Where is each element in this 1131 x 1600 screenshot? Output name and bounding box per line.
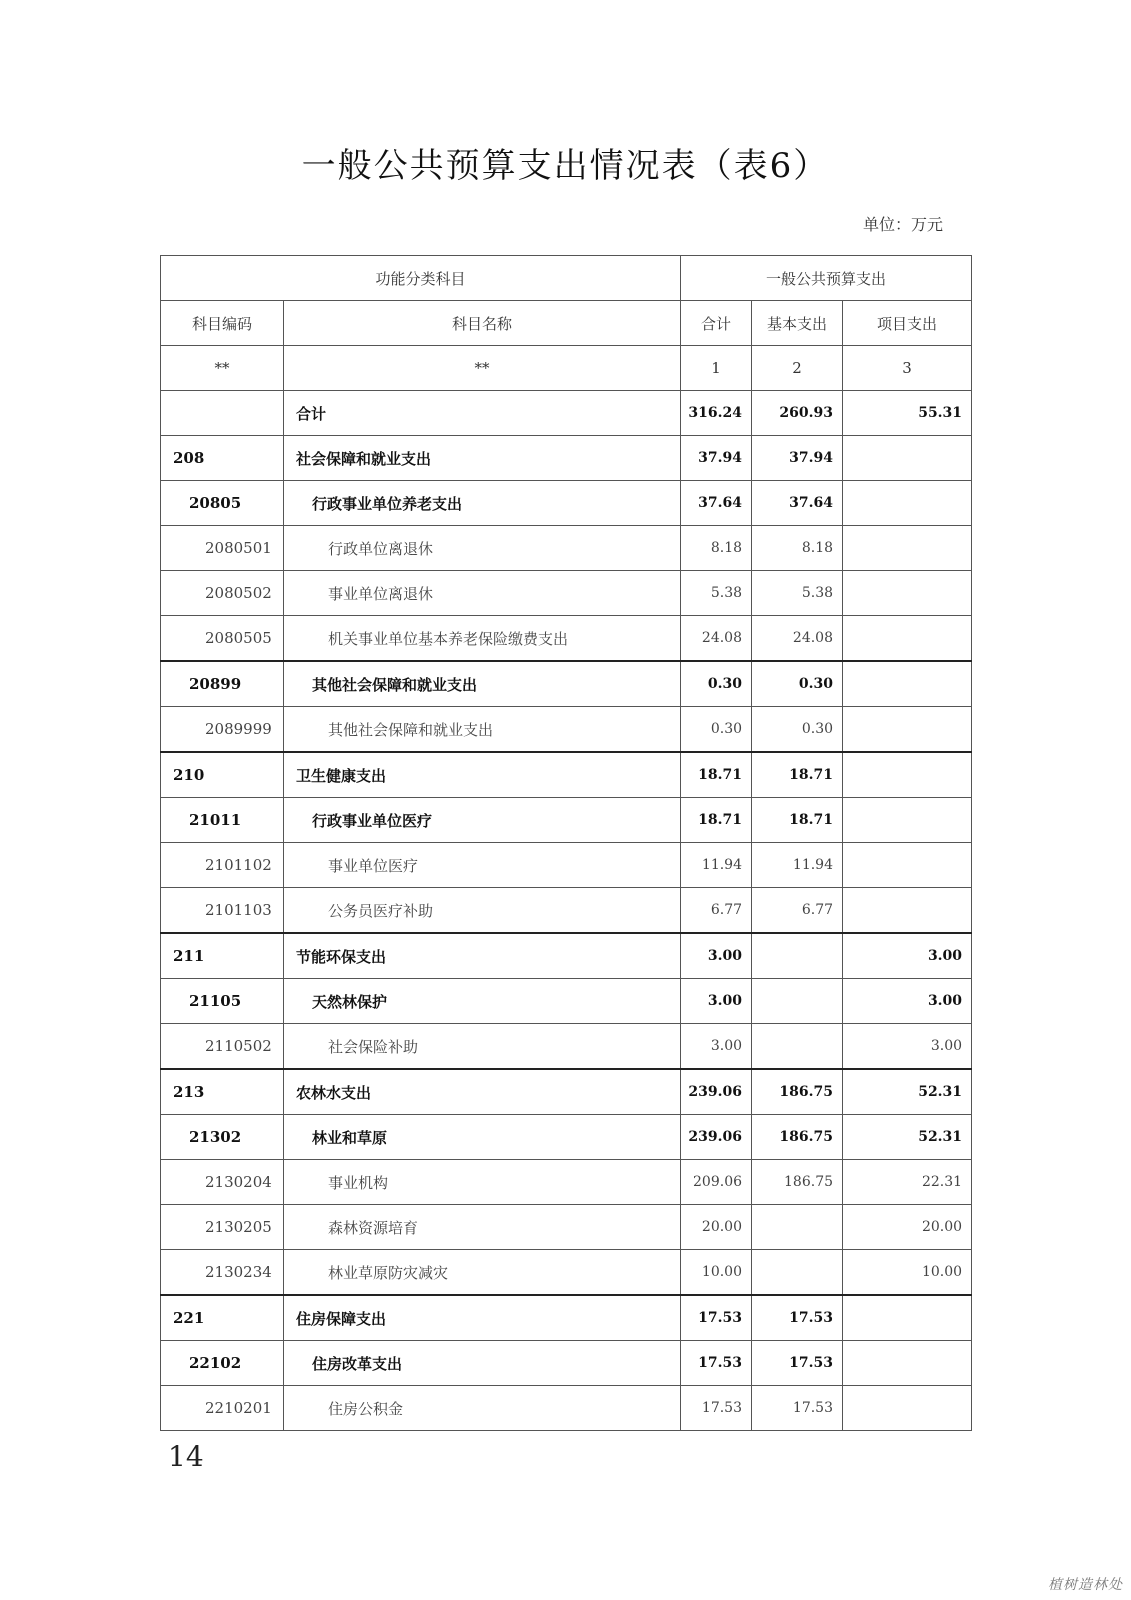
row-code: 21105 xyxy=(161,979,284,1024)
row-code: 2080505 xyxy=(161,616,284,662)
table-row xyxy=(161,752,972,798)
watermark-text: 植树造林处 xyxy=(1048,1577,1123,1593)
table-row xyxy=(161,1341,972,1386)
table-row xyxy=(161,888,972,934)
row-code: 213 xyxy=(161,1069,284,1115)
row-code: 22102 xyxy=(161,1341,284,1386)
row-name: 农林水支出 xyxy=(284,1069,681,1115)
row-name: 事业单位医疗 xyxy=(284,843,681,888)
row-project xyxy=(843,1386,972,1431)
row-basic: 0.30 xyxy=(752,707,843,753)
header-budget-expenditure: 一般公共预算支出 xyxy=(681,256,972,301)
row-name: 合计 xyxy=(284,391,681,436)
row-total: 239.06 xyxy=(681,1069,752,1115)
row-total: 0.30 xyxy=(681,707,752,753)
row-code: 21302 xyxy=(161,1115,284,1160)
row-name: 林业草原防灾减灾 xyxy=(284,1250,681,1296)
row-basic: 18.71 xyxy=(752,798,843,843)
row-code: 2080502 xyxy=(161,571,284,616)
header-name: 科目名称 xyxy=(284,301,681,346)
row-name: 行政事业单位医疗 xyxy=(284,798,681,843)
row-project: 3.00 xyxy=(843,979,972,1024)
row-total: 18.71 xyxy=(681,798,752,843)
unit-label: 单位：万元 xyxy=(862,215,943,234)
row-total: 37.94 xyxy=(681,436,752,481)
row-project: 52.31 xyxy=(843,1069,972,1115)
row-total: 3.00 xyxy=(681,1024,752,1070)
row-basic: 11.94 xyxy=(752,843,843,888)
row-project xyxy=(843,1295,972,1341)
row-project xyxy=(843,571,972,616)
row-project xyxy=(843,661,972,707)
row-total: 10.00 xyxy=(681,1250,752,1296)
row-project xyxy=(843,1341,972,1386)
row-total: 17.53 xyxy=(681,1295,752,1341)
row-name: 行政事业单位养老支出 xyxy=(284,481,681,526)
index-total: 1 xyxy=(681,346,752,391)
table-row xyxy=(161,1069,972,1115)
row-name: 住房改革支出 xyxy=(284,1341,681,1386)
row-name: 行政单位离退休 xyxy=(284,526,681,571)
table-row xyxy=(161,979,972,1024)
row-code: 208 xyxy=(161,436,284,481)
row-code: 2110502 xyxy=(161,1024,284,1070)
row-name: 社会保障和就业支出 xyxy=(284,436,681,481)
row-code: 2130234 xyxy=(161,1250,284,1296)
table-row xyxy=(161,481,972,526)
row-basic: 186.75 xyxy=(752,1069,843,1115)
row-code: 20899 xyxy=(161,661,284,707)
row-basic xyxy=(752,1205,843,1250)
table-row xyxy=(161,1386,972,1431)
row-total: 5.38 xyxy=(681,571,752,616)
row-total: 17.53 xyxy=(681,1341,752,1386)
row-total: 24.08 xyxy=(681,616,752,662)
row-project: 20.00 xyxy=(843,1205,972,1250)
page-number: 14 xyxy=(168,1440,204,1473)
table-row xyxy=(161,616,972,662)
row-name: 社会保险补助 xyxy=(284,1024,681,1070)
header-basic: 基本支出 xyxy=(752,301,843,346)
header-function-category: 功能分类科目 xyxy=(161,256,681,301)
table-row xyxy=(161,526,972,571)
row-project: 3.00 xyxy=(843,933,972,979)
row-code: 2210201 xyxy=(161,1386,284,1431)
row-code: 21011 xyxy=(161,798,284,843)
row-basic xyxy=(752,1250,843,1296)
row-project: 3.00 xyxy=(843,1024,972,1070)
index-name: ** xyxy=(284,346,681,391)
row-project: 55.31 xyxy=(843,391,972,436)
header-code: 科目编码 xyxy=(161,301,284,346)
budget-table xyxy=(160,255,972,1431)
table-row xyxy=(161,661,972,707)
row-project: 22.31 xyxy=(843,1160,972,1205)
row-total: 3.00 xyxy=(681,933,752,979)
table-row xyxy=(161,1250,972,1296)
row-basic: 17.53 xyxy=(752,1341,843,1386)
row-total: 18.71 xyxy=(681,752,752,798)
row-code: 2080501 xyxy=(161,526,284,571)
row-basic: 18.71 xyxy=(752,752,843,798)
row-total: 209.06 xyxy=(681,1160,752,1205)
row-total: 17.53 xyxy=(681,1386,752,1431)
row-project xyxy=(843,526,972,571)
row-name: 住房公积金 xyxy=(284,1386,681,1431)
row-name: 林业和草原 xyxy=(284,1115,681,1160)
row-project xyxy=(843,752,972,798)
table-row xyxy=(161,843,972,888)
row-basic: 8.18 xyxy=(752,526,843,571)
row-project xyxy=(843,436,972,481)
table-row xyxy=(161,933,972,979)
row-project xyxy=(843,616,972,662)
index-code: ** xyxy=(161,346,284,391)
row-basic: 24.08 xyxy=(752,616,843,662)
row-basic: 6.77 xyxy=(752,888,843,934)
row-project xyxy=(843,481,972,526)
row-project xyxy=(843,798,972,843)
row-basic: 17.53 xyxy=(752,1295,843,1341)
row-basic: 37.64 xyxy=(752,481,843,526)
row-basic: 186.75 xyxy=(752,1115,843,1160)
row-total: 20.00 xyxy=(681,1205,752,1250)
header-project: 项目支出 xyxy=(843,301,972,346)
row-project: 52.31 xyxy=(843,1115,972,1160)
row-project xyxy=(843,888,972,934)
row-basic xyxy=(752,979,843,1024)
row-total: 3.00 xyxy=(681,979,752,1024)
row-project xyxy=(843,843,972,888)
row-project xyxy=(843,707,972,753)
row-code: 2130205 xyxy=(161,1205,284,1250)
table-row xyxy=(161,1115,972,1160)
row-basic xyxy=(752,933,843,979)
row-code: 2101102 xyxy=(161,843,284,888)
table-row xyxy=(161,436,972,481)
row-name: 卫生健康支出 xyxy=(284,752,681,798)
row-code: 221 xyxy=(161,1295,284,1341)
table-row xyxy=(161,1160,972,1205)
row-name: 其他社会保障和就业支出 xyxy=(284,707,681,753)
table-row xyxy=(161,798,972,843)
table-row xyxy=(161,571,972,616)
row-name: 节能环保支出 xyxy=(284,933,681,979)
row-name: 天然林保护 xyxy=(284,979,681,1024)
row-total: 37.64 xyxy=(681,481,752,526)
row-name: 事业单位离退休 xyxy=(284,571,681,616)
row-total: 316.24 xyxy=(681,391,752,436)
row-name: 机关事业单位基本养老保险缴费支出 xyxy=(284,616,681,662)
table-row xyxy=(161,391,972,436)
row-total: 6.77 xyxy=(681,888,752,934)
row-basic: 37.94 xyxy=(752,436,843,481)
index-project: 3 xyxy=(843,346,972,391)
row-total: 0.30 xyxy=(681,661,752,707)
row-code xyxy=(161,391,284,436)
row-name: 事业机构 xyxy=(284,1160,681,1205)
row-code: 2130204 xyxy=(161,1160,284,1205)
row-basic: 0.30 xyxy=(752,661,843,707)
table-row xyxy=(161,707,972,753)
row-name: 森林资源培育 xyxy=(284,1205,681,1250)
row-basic: 17.53 xyxy=(752,1386,843,1431)
row-code: 211 xyxy=(161,933,284,979)
row-basic xyxy=(752,1024,843,1070)
row-total: 8.18 xyxy=(681,526,752,571)
page-title: 一般公共预算支出情况表（表6） xyxy=(301,146,830,186)
row-total: 11.94 xyxy=(681,843,752,888)
row-basic: 186.75 xyxy=(752,1160,843,1205)
row-code: 2101103 xyxy=(161,888,284,934)
row-basic: 260.93 xyxy=(752,391,843,436)
header-column-row xyxy=(161,301,972,346)
row-project: 10.00 xyxy=(843,1250,972,1296)
row-code: 2089999 xyxy=(161,707,284,753)
row-total: 239.06 xyxy=(681,1115,752,1160)
header-index-row xyxy=(161,346,972,391)
row-name: 公务员医疗补助 xyxy=(284,888,681,934)
row-basic: 5.38 xyxy=(752,571,843,616)
row-name: 其他社会保障和就业支出 xyxy=(284,661,681,707)
row-code: 20805 xyxy=(161,481,284,526)
header-total: 合计 xyxy=(681,301,752,346)
index-basic: 2 xyxy=(752,346,843,391)
table-row xyxy=(161,1024,972,1070)
row-name: 住房保障支出 xyxy=(284,1295,681,1341)
header-group-row xyxy=(161,256,972,301)
row-code: 210 xyxy=(161,752,284,798)
table-row xyxy=(161,1295,972,1341)
table-row xyxy=(161,1205,972,1250)
